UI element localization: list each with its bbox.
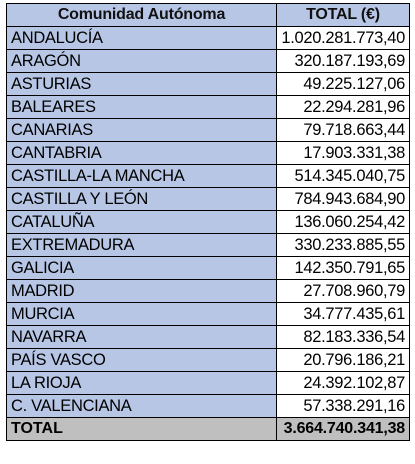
table-row <box>7 96 410 119</box>
total-label-cell[interactable]: TOTAL <box>7 418 277 441</box>
region-total-cell[interactable]: 79.718.663,44 <box>277 119 410 142</box>
table-row <box>7 372 410 395</box>
region-name-cell[interactable]: CATALUÑA <box>7 211 277 234</box>
region-totals-table <box>6 3 410 441</box>
table-row <box>7 119 410 142</box>
region-total-cell[interactable]: 22.294.281,96 <box>277 96 410 119</box>
table-row <box>7 211 410 234</box>
region-name-cell[interactable]: CASTILLA Y LEÓN <box>7 188 277 211</box>
region-name-cell[interactable]: C. VALENCIANA <box>7 395 277 418</box>
table-row <box>7 349 410 372</box>
table-row <box>7 27 410 50</box>
table-row <box>7 188 410 211</box>
region-name-cell[interactable]: ANDALUCÍA <box>7 27 277 50</box>
spreadsheet-table-container <box>6 3 409 441</box>
region-name-cell[interactable]: EXTREMADURA <box>7 234 277 257</box>
region-total-cell[interactable]: 49.225.127,06 <box>277 73 410 96</box>
region-total-cell[interactable]: 17.903.331,38 <box>277 142 410 165</box>
region-total-cell[interactable]: 142.350.791,65 <box>277 257 410 280</box>
table-total-row <box>7 418 410 441</box>
table-row <box>7 280 410 303</box>
region-name-cell[interactable]: GALICIA <box>7 257 277 280</box>
region-total-cell[interactable]: 57.338.291,16 <box>277 395 410 418</box>
region-name-cell[interactable]: LA RIOJA <box>7 372 277 395</box>
region-total-cell[interactable]: 136.060.254,42 <box>277 211 410 234</box>
table-row <box>7 142 410 165</box>
region-name-cell[interactable]: CASTILLA-LA MANCHA <box>7 165 277 188</box>
region-name-cell[interactable]: ARAGÓN <box>7 50 277 73</box>
region-total-cell[interactable]: 330.233.885,55 <box>277 234 410 257</box>
region-name-cell[interactable]: MURCIA <box>7 303 277 326</box>
column-header-total[interactable]: TOTAL (€) <box>277 4 410 27</box>
region-name-cell[interactable]: NAVARRA <box>7 326 277 349</box>
region-total-cell[interactable]: 20.796.186,21 <box>277 349 410 372</box>
region-name-cell[interactable]: ASTURIAS <box>7 73 277 96</box>
table-body <box>7 27 410 418</box>
grand-total-cell[interactable]: 3.664.740.341,38 <box>277 418 410 441</box>
region-total-cell[interactable]: 320.187.193,69 <box>277 50 410 73</box>
region-total-cell[interactable]: 1.020.281.773,40 <box>277 27 410 50</box>
table-row <box>7 73 410 96</box>
table-row <box>7 257 410 280</box>
table-row <box>7 50 410 73</box>
region-name-cell[interactable]: MADRID <box>7 280 277 303</box>
table-row <box>7 303 410 326</box>
region-total-cell[interactable]: 514.345.040,75 <box>277 165 410 188</box>
table-row <box>7 234 410 257</box>
table-header-row <box>7 4 410 27</box>
region-total-cell[interactable]: 27.708.960,79 <box>277 280 410 303</box>
table-row <box>7 395 410 418</box>
column-header-region[interactable]: Comunidad Autónoma <box>7 4 277 27</box>
region-total-cell[interactable]: 24.392.102,87 <box>277 372 410 395</box>
region-name-cell[interactable]: CANARIAS <box>7 119 277 142</box>
table-row <box>7 326 410 349</box>
region-total-cell[interactable]: 34.777.435,61 <box>277 303 410 326</box>
region-total-cell[interactable]: 82.183.336,54 <box>277 326 410 349</box>
region-name-cell[interactable]: CANTABRIA <box>7 142 277 165</box>
region-name-cell[interactable]: PAÍS VASCO <box>7 349 277 372</box>
table-row <box>7 165 410 188</box>
region-total-cell[interactable]: 784.943.684,90 <box>277 188 410 211</box>
region-name-cell[interactable]: BALEARES <box>7 96 277 119</box>
